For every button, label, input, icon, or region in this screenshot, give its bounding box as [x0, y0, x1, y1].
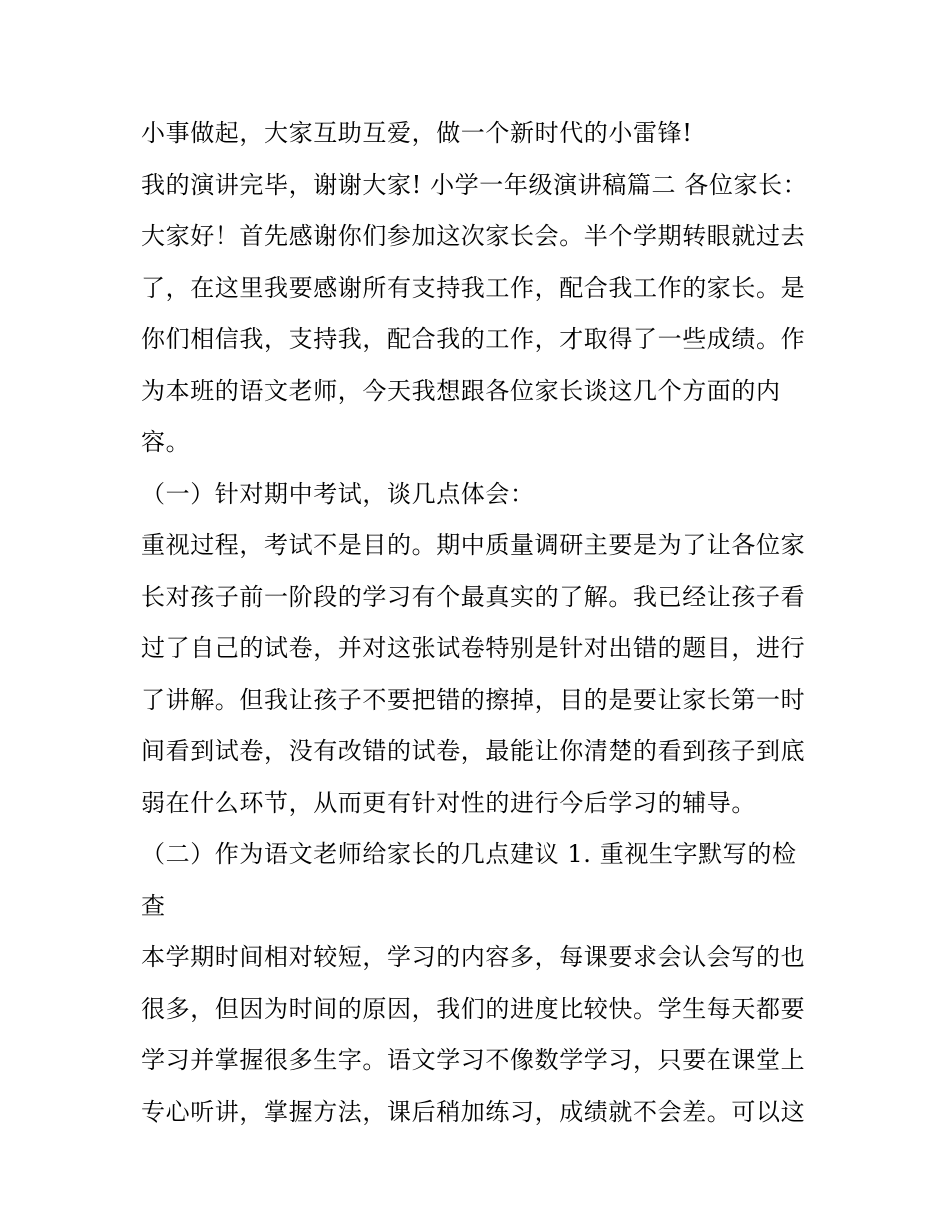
text-line: 重视过程，考试不是目的。期中质量调研主要是为了让各位家	[141, 531, 806, 559]
text-line: 你们相信我，支持我，配合我的工作，才取得了一些成绩。作	[141, 325, 806, 353]
text-line: 查	[141, 891, 166, 920]
text-line: 我的演讲完毕，谢谢大家! 小学一年级演讲稿篇二 各位家长：	[141, 170, 808, 199]
text-line: 专心听讲，掌握方法，课后稍加练习，成绩就不会差。可以这	[141, 1097, 806, 1126]
text-line: 过了自己的试卷，并对这张试卷特别是针对出错的题目，进行	[141, 634, 806, 662]
text-line: 学习并掌握很多生字。语文学习不像数学学习，只要在课堂上	[141, 1046, 806, 1074]
text-line: 大家好！首先感谢你们参加这次家长会。半个学期转眼就过去	[141, 222, 806, 250]
text-line: 本学期时间相对较短，学习的内容多，每课要求会认会写的也	[141, 943, 806, 971]
document-body	[141, 108, 821, 1138]
text-line: 长对孩子前一阶段的学习有个最真实的了解。我已经让孩子看	[141, 582, 806, 611]
text-line: 了，在这里我要感谢所有支持我工作，配合我工作的家长。是	[141, 273, 806, 302]
section-heading: （一）针对期中考试，谈几点体会：	[141, 479, 535, 508]
section-heading: （二）作为语文老师给家长的几点建议 1. 重视生字默写的检	[141, 840, 797, 868]
text-line: 容。	[141, 428, 191, 456]
text-line: 间看到试卷，没有改错的试卷，最能让你清楚的看到孩子到底	[141, 737, 806, 765]
text-line: 很多，但因为时间的原因，我们的进度比较快。学生每天都要	[141, 994, 806, 1023]
text-line: 小事做起，大家互助互爱，做一个新时代的小雷锋!	[141, 119, 693, 147]
text-line: 为本班的语文老师，今天我想跟各位家长谈这几个方面的内	[141, 376, 781, 405]
text-line: 了讲解。但我让孩子不要把错的擦掉，目的是要让家长第一时	[141, 685, 806, 714]
text-line: 弱在什么环节，从而更有针对性的进行今后学习的辅导。	[141, 788, 756, 817]
